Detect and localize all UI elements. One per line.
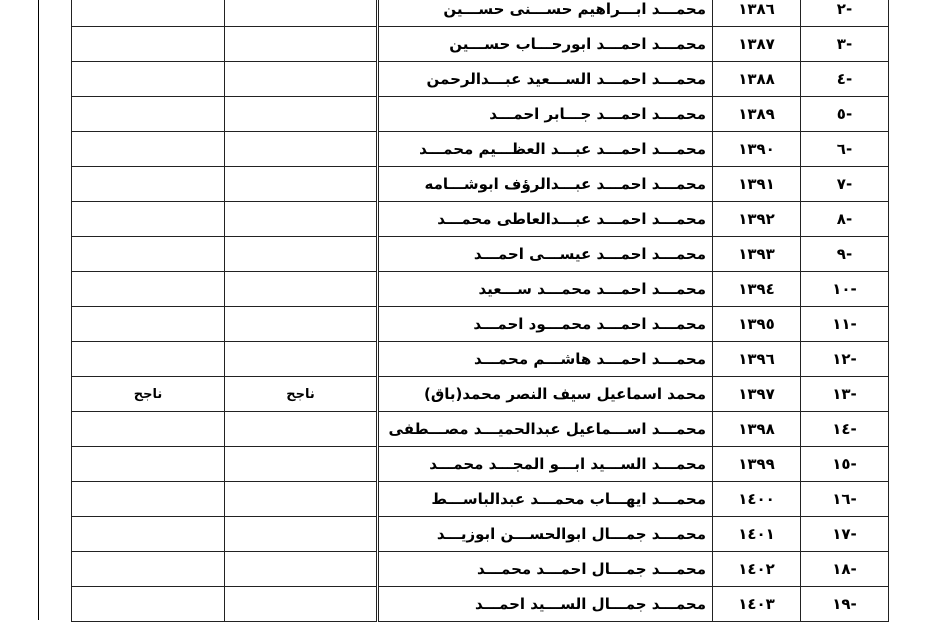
student-name-cell: محمـــد احمـــد الســـعيد عبـــدالرحمن (378, 62, 713, 97)
table-row (72, 132, 889, 167)
row-number-cell: -١٦ (801, 482, 889, 517)
student-name-cell: محمـــد احمـــد عبـــدالعاطى محمـــد (378, 202, 713, 237)
student-name-cell: محمـــد احمـــد عيســـى احمـــد (378, 237, 713, 272)
row-number-cell: -١٤ (801, 412, 889, 447)
student-name-cell: محمـــد اســـماعيل عبدالحميـــد مصـــطفى (378, 412, 713, 447)
result-cell-1 (225, 167, 378, 202)
student-name-cell: محمـــد احمـــد عبـــد العظـــيم محمـــد (378, 132, 713, 167)
seat-number-cell: ١٤٠٢ (713, 552, 801, 587)
table-row (72, 202, 889, 237)
table-row (72, 517, 889, 552)
table-row (72, 0, 889, 27)
result-cell-2 (72, 202, 225, 237)
results-table-wrapper (71, 0, 889, 622)
result-cell-2 (72, 27, 225, 62)
result-cell-2 (72, 167, 225, 202)
student-name-cell: محمـــد ايهـــاب محمـــد عبدالباســـط (378, 482, 713, 517)
student-name-cell: محمـــد احمـــد هاشـــم محمـــد (378, 342, 713, 377)
table-row (72, 62, 889, 97)
results-table (71, 0, 889, 622)
row-number-cell: -٥ (801, 97, 889, 132)
seat-number-cell: ١٤٠٣ (713, 587, 801, 622)
seat-number-cell: ١٣٩٦ (713, 342, 801, 377)
row-number-cell: -١٧ (801, 517, 889, 552)
result-cell-2 (72, 62, 225, 97)
result-cell-1: ناجح (225, 377, 378, 412)
result-cell-1 (225, 272, 378, 307)
page-frame-left-line (38, 0, 39, 620)
result-cell-1 (225, 552, 378, 587)
row-number-cell: -٩ (801, 237, 889, 272)
row-number-cell: -١٩ (801, 587, 889, 622)
row-number-cell: -١٠ (801, 272, 889, 307)
table-row (72, 447, 889, 482)
result-cell-2 (72, 237, 225, 272)
row-number-cell: -١٨ (801, 552, 889, 587)
seat-number-cell: ١٤٠٠ (713, 482, 801, 517)
seat-number-cell: ١٣٨٦ (713, 0, 801, 27)
table-row (72, 167, 889, 202)
seat-number-cell: ١٤٠١ (713, 517, 801, 552)
table-row (72, 342, 889, 377)
table-row (72, 307, 889, 342)
table-row (72, 237, 889, 272)
seat-number-cell: ١٣٩٠ (713, 132, 801, 167)
results-table-body (72, 0, 889, 622)
student-name-cell: محمـــد جمـــال ابوالحســـن ابوزيـــد (378, 517, 713, 552)
result-cell-1 (225, 0, 378, 27)
row-number-cell: -١٣ (801, 377, 889, 412)
result-cell-1 (225, 62, 378, 97)
result-cell-1 (225, 587, 378, 622)
seat-number-cell: ١٣٩٧ (713, 377, 801, 412)
row-number-cell: -٤ (801, 62, 889, 97)
row-number-cell: -١١ (801, 307, 889, 342)
result-cell-2 (72, 97, 225, 132)
seat-number-cell: ١٣٩٣ (713, 237, 801, 272)
result-cell-1 (225, 447, 378, 482)
result-cell-2 (72, 272, 225, 307)
result-cell-1 (225, 27, 378, 62)
student-name-cell: محمـــد احمـــد محمـــد ســـعيد (378, 272, 713, 307)
result-cell-1 (225, 307, 378, 342)
seat-number-cell: ١٣٩١ (713, 167, 801, 202)
result-cell-2 (72, 0, 225, 27)
result-cell-2 (72, 552, 225, 587)
result-cell-2 (72, 587, 225, 622)
result-cell-1 (225, 97, 378, 132)
result-cell-1 (225, 517, 378, 552)
seat-number-cell: ١٣٩٥ (713, 307, 801, 342)
seat-number-cell: ١٣٩٢ (713, 202, 801, 237)
result-cell-1 (225, 482, 378, 517)
student-name-cell: محمـــد ابـــراهيم حســـنى حســـين (378, 0, 713, 27)
student-name-cell: محمد اسماعيل سيف النصر محمد(باق) (378, 377, 713, 412)
student-name-cell: محمـــد احمـــد جـــابر احمـــد (378, 97, 713, 132)
row-number-cell: -٨ (801, 202, 889, 237)
result-cell-1 (225, 412, 378, 447)
result-cell-2: ناجح (72, 377, 225, 412)
row-number-cell: -٢ (801, 0, 889, 27)
row-number-cell: -١٢ (801, 342, 889, 377)
seat-number-cell: ١٣٩٩ (713, 447, 801, 482)
result-cell-1 (225, 237, 378, 272)
table-row (72, 552, 889, 587)
result-cell-2 (72, 482, 225, 517)
table-row (72, 587, 889, 622)
result-cell-2 (72, 342, 225, 377)
table-row (72, 482, 889, 517)
result-cell-2 (72, 447, 225, 482)
result-cell-2 (72, 307, 225, 342)
table-row (72, 272, 889, 307)
seat-number-cell: ١٣٩٨ (713, 412, 801, 447)
seat-number-cell: ١٣٨٧ (713, 27, 801, 62)
student-name-cell: محمـــد جمـــال الســـيد احمـــد (378, 587, 713, 622)
row-number-cell: -١٥ (801, 447, 889, 482)
result-cell-1 (225, 202, 378, 237)
result-cell-2 (72, 132, 225, 167)
table-row (72, 27, 889, 62)
student-name-cell: محمـــد جمـــال احمـــد محمـــد (378, 552, 713, 587)
student-name-cell: محمـــد الســـيد ابـــو المجـــد محمـــد (378, 447, 713, 482)
student-name-cell: محمـــد احمـــد محمـــود احمـــد (378, 307, 713, 342)
row-number-cell: -٣ (801, 27, 889, 62)
student-name-cell: محمـــد احمـــد ابورحـــاب حســـين (378, 27, 713, 62)
result-cell-2 (72, 517, 225, 552)
row-number-cell: -٦ (801, 132, 889, 167)
result-cell-1 (225, 132, 378, 167)
table-row (72, 377, 889, 412)
seat-number-cell: ١٣٩٤ (713, 272, 801, 307)
table-row (72, 97, 889, 132)
result-cell-2 (72, 412, 225, 447)
result-cell-1 (225, 342, 378, 377)
row-number-cell: -٧ (801, 167, 889, 202)
seat-number-cell: ١٣٨٩ (713, 97, 801, 132)
seat-number-cell: ١٣٨٨ (713, 62, 801, 97)
table-row (72, 412, 889, 447)
student-name-cell: محمـــد احمـــد عبـــدالرؤف ابوشـــامه (378, 167, 713, 202)
